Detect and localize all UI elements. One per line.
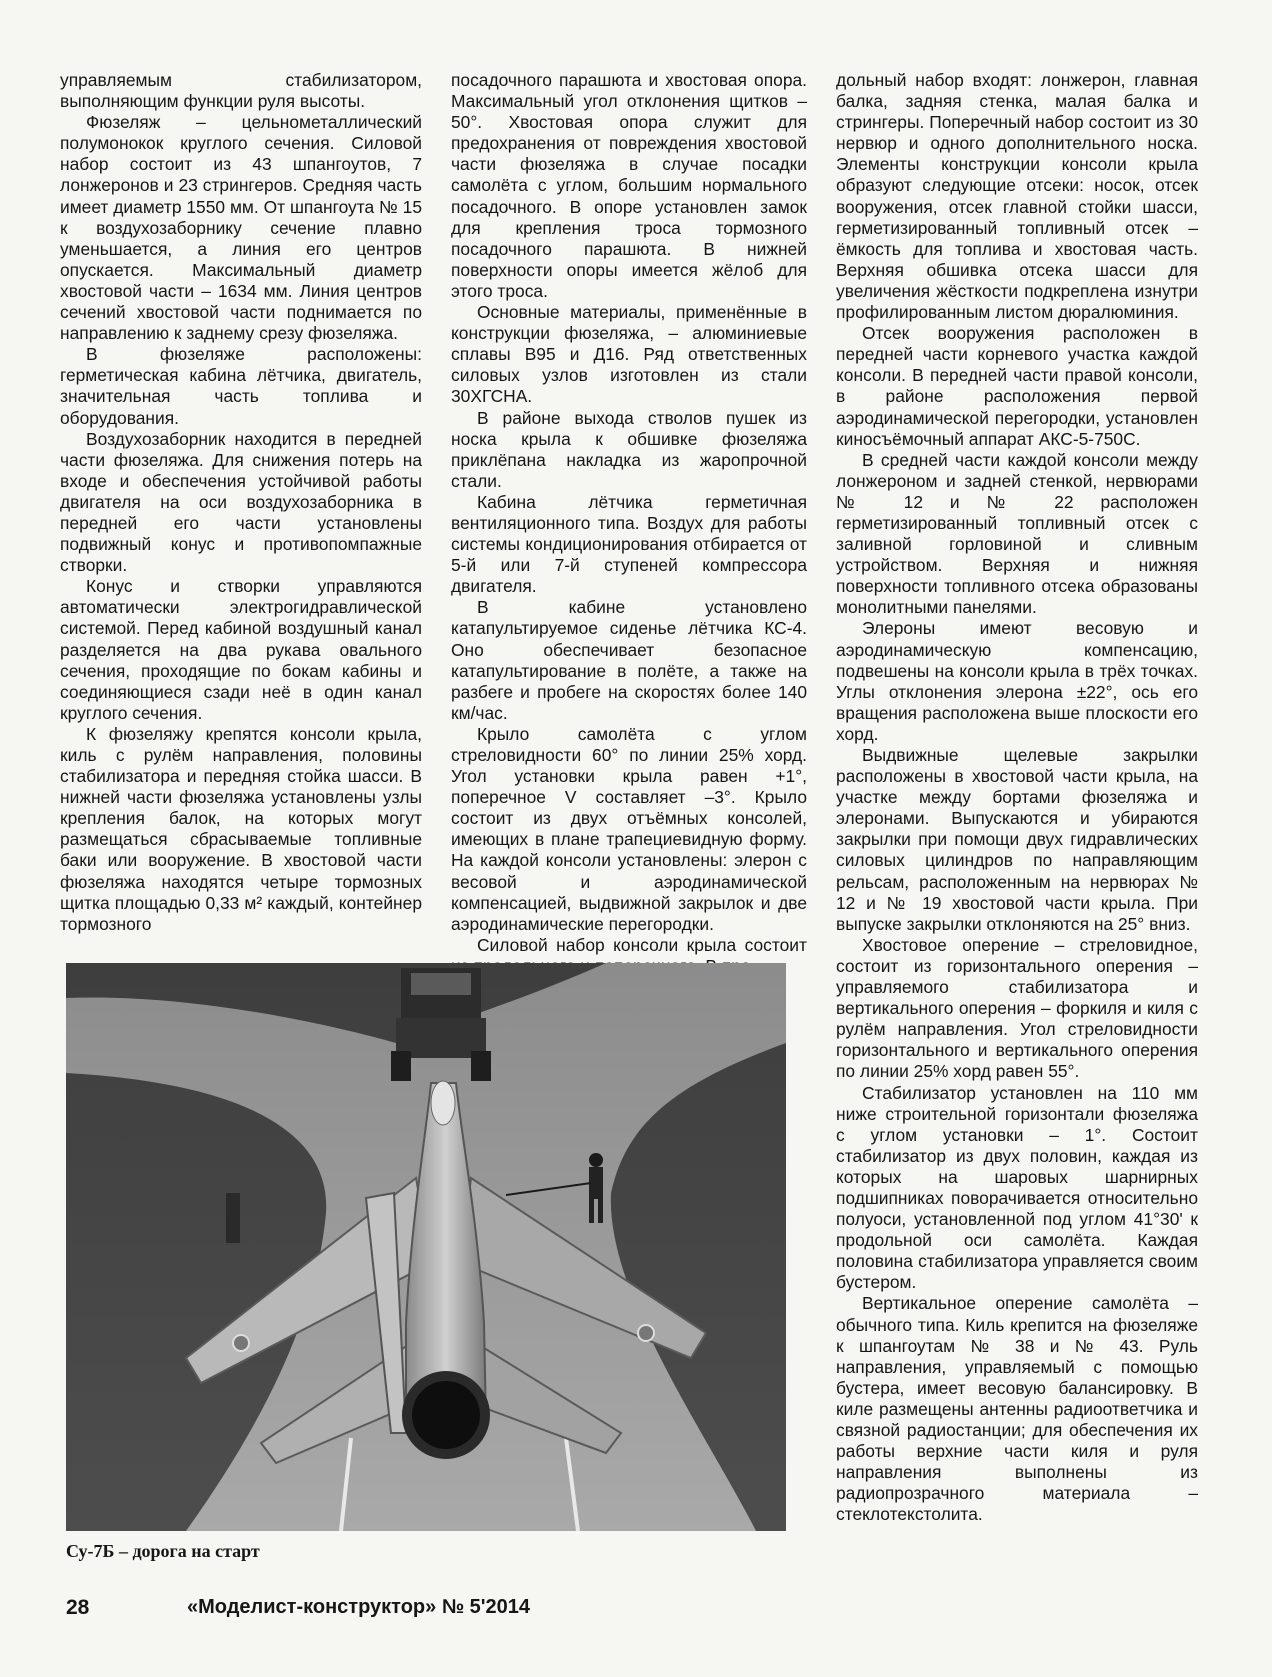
figure-caption: Су-7Б – дорога на старт [66,1541,260,1561]
paragraph: В кабине установлено катапультируемое сиденье лётчика КС-4. Оно обеспечивает безопасное катапультирование в полёте, а также на разбеге и пробеге на скоростях более 140 км/час. [451,597,807,723]
paragraph: В фюзеляже расположены: герметическая кабина лётчика, двигатель, значительная часть топлива и оборудования. [60,344,422,428]
paragraph: Выдвижные щелевые закрылки расположены в хвостовой части крыла, на участке между бортами фюзеляжа и элеронами. Выпускаются и убираются закрылки при помощи двух гидравлических силовых цилиндров по направляющим рельсам, расположенным на нервюрах № 12 и № 19 хвостовой части крыла. При выпуске закрылки отклоняются на 25° вниз. [836,745,1198,934]
paragraph: Кабина лётчика герметичная вентиляционного типа. Воздух для работы системы кондиционирования отбирается от 5-й или 7-й ступеней компрессора двигателя. [451,491,807,597]
wing-roundel [233,1335,249,1351]
paragraph: Силовой набор консоли крыла состоит [477,934,807,955]
paragraph: Основные материалы, применённые в конструкции фюзеляжа, – алюминиевые сплавы В95 и Д16. Ряд ответственных силовых узлов изготовлен из стали 30ХГСНА. [451,302,807,407]
paragraph: Крыло самолёта с углом стреловидности 60° по линии 25% хорд. Угол установки крыла равен +1°, поперечное V составляет –3°. Крыло состоит из двух отъёмных консолей, имеющих в плане трапециевидную форму. На каждой консоли установлены: элерон с весовой и аэродинамической компенсацией, выдвижной закрылок и две аэродинамические перегородки. [451,723,807,934]
paragraph: Вертикальное оперение самолёта – обычного типа. Киль крепится на фюзеляже к шпангоутам № 38 и № 43. Руль направления, управляемый с помощью бустера, имеет весовую балансировку. В киле размещены антенны радиоответчика и связной радиостанции; для обеспечения их работы верхние части киля и руля направления выполнены из радиопрозрачного материала – стеклотекстолита. [836,1293,1198,1525]
paragraph: Стабилизатор установлен на 110 мм ниже строительной горизонтали фюзеляжа с углом установки – 1°. Состоит стабилизатор из двух половин, каждая из которых на шаровых шарнирных подшипниках поворачивается относительно полуоси, установленной под углом 41°30' к продольной оси самолёта. Каждая половина стабилизатора управляется своим бустером. [836,1082,1198,1293]
paragraph: В средней части каждой консоли между лонжероном и задней стенкой, нервюрами № 12 и № 22 расположен герметизированный топливный отсек с заливной горловиной и сливным устройством. Верхняя и нижняя поверхности топливного отсека образованы монолитными панелями. [836,449,1198,618]
paragraph: Хвостовое оперение – стреловидное, состоит из горизонтального оперения – управляемого стабилизатора и вертикального оперения – форкиля и киля с рулём направления. Угол стреловидности горизонтального и вертикального оперения по линии 25% хорд равен 55°. [836,934,1198,1082]
paragraph: Фюзеляж – цельнометаллический полумонокок круглого сечения. Силовой набор состоит из 43 шпангоутов, 7 лонжеронов и 23 стрингеров. Средняя часть имеет диаметр 1550 мм. От шпангоута № 15 к воздухозаборнику сечение плавно уменьшается, а линия его центров опускается. Максимальный диаметр хвостовой части – 1634 мм. Линия центров сечений хвостовой части поднимается по направлению к заднему срезу фюзеляжа. [60,112,422,344]
wing-roundel [638,1325,654,1341]
paragraph: Конус и створки управляются автоматически электрогидравлической системой. Перед кабиной воздушный канал разделяется на два рукава овального сечения, проходящие по бокам кабины и соединяющиеся сзади неё в один канал круглого сечения. [60,576,422,723]
paragraph: Элероны имеют весовую и аэродинамическую компенсацию, подвешены на консоли крыла в трёх точках. Углы отклонения элерона ±22°, ось его вращения расположена выше плоскости его хорд. [836,618,1198,744]
magazine-footer: «Моделист-конструктор» № 5'2014 [187,1596,531,1618]
paragraph: дольный набор входят: лонжерон, главная балка, задняя стенка, малая балка и стрингеры. Поперечный набор состоит из 30 нервюр и одного дополнительного носка. Элементы конструкции консоли крыла образуют следующие отсеки: носок, отсек вооружения, отсек главной стойки шасси, герметизированный топливный отсек – ёмкость для топлива и хвостовая часть. Верхняя обшивка отсека шасси для увеличения жёсткости подкреплена изнутри профилированным листом дюралюминия. [836,70,1198,323]
paragraph: К фюзеляжу крепятся консоли крыла, киль с рулём направления, половины стабилизатора и передняя стойка шасси. В нижней части фюзеляжа установлены узлы крепления балок, на которых могут размещаться сбрасываемые топливные баки или вооружение. В хвостовой части фюзеляжа находятся четыре тормозных щитка площадью 0,33 м² каждый, контейнер тормозного [60,723,422,934]
page-number: 28 [66,1596,90,1619]
paragraph: Воздухозаборник находится в передней части фюзеляжа. Для снижения потерь на входе и обеспечения устойчивой работы двигателя на оси воздухозаборника в передней его части установлены подвижный конус и противопомпажные створки. [60,428,422,576]
paragraph: В районе выхода стволов пушек из носка крыла к обшивке фюзеляжа приклёпана накладка из жаропрочной стали. [451,407,807,491]
paragraph: управляемым стабилизатором, выполняющим функции руля высоты. [60,70,422,112]
text-column-2 [451,70,807,977]
paragraph: посадочного парашюта и хвостовая опора. Максимальный угол отклонения щитков – 50°. Хвостовая опора служит для предохранения от повреждения хвостовой части фюзеляжа в случае посадки самолёта с углом, большим нормального посадочного. В опоре установлен замок для крепления троса тормозного посадочного парашюта. В нижней поверхности опоры имеется жёлоб для этого троса. [451,70,807,301]
aircraft-canopy [431,1081,455,1125]
paragraph: Отсек вооружения расположен в передней части корневого участка каждой консоли. В передней части правой консоли, в районе расположения первой аэродинамической перегородки, установлен киносъёмочный аппарат АКС-5-750С. [836,323,1198,449]
aircraft-photo [66,963,786,1531]
text-column-3 [836,70,1198,1525]
ground-crew-figure [226,1193,240,1243]
text-column-1 [60,70,422,935]
